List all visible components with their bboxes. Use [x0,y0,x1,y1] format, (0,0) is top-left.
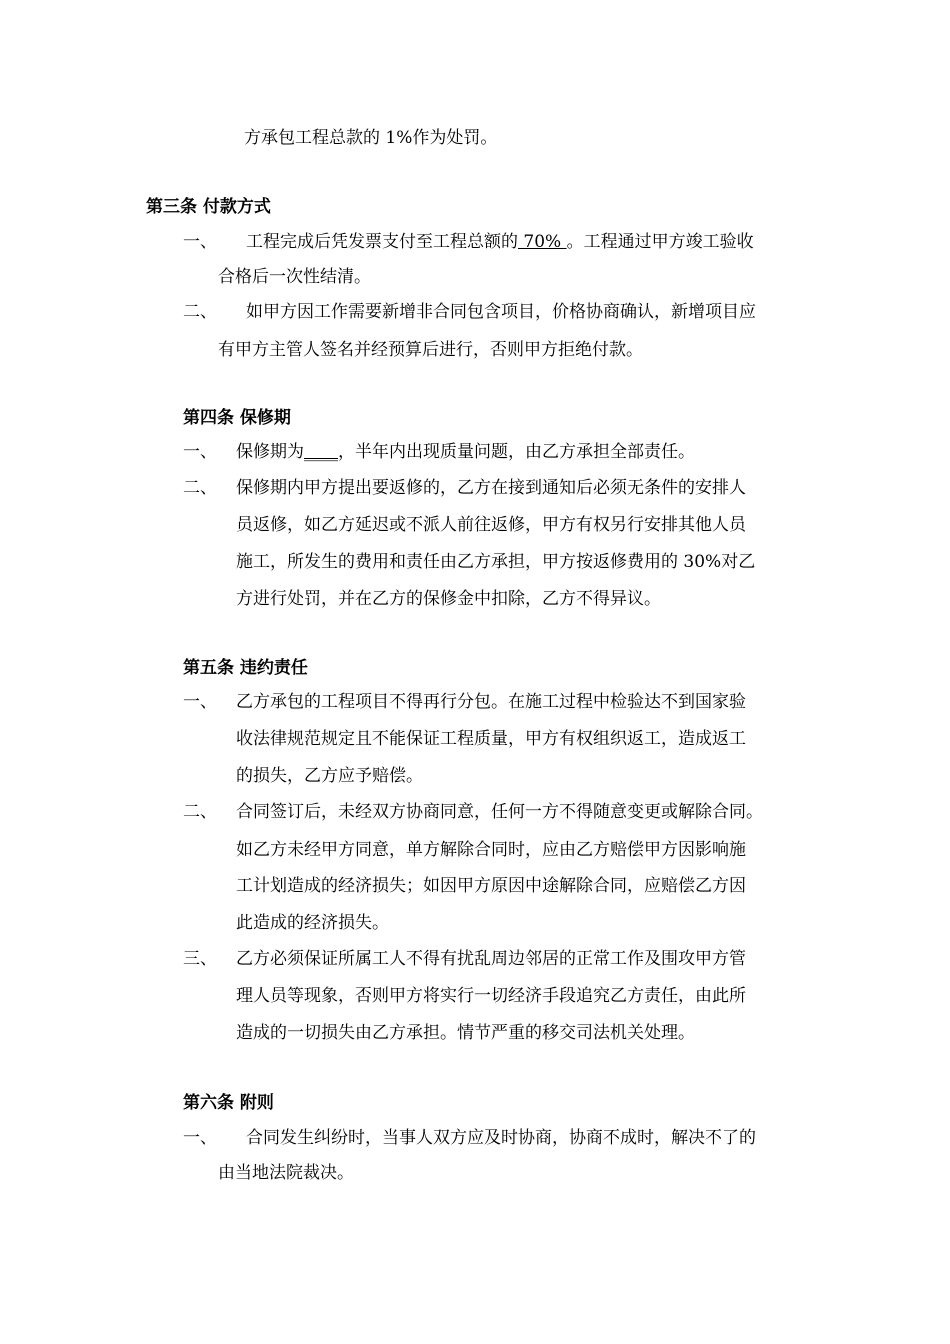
text-run: 。工程通过甲方竣工验收 [566,232,754,252]
paragraph-line: 有甲方主管人签名并经预算后进行，否则甲方拒绝付款。 [218,340,643,360]
text-run: ，半年内出现质量问题，由乙方承担全部责任。 [338,442,695,462]
paragraph-line: 乙方必须保证所属工人不得有扰乱周边邻居的正常工作及围攻甲方管 [236,949,746,969]
list-number: 一、 [183,692,217,712]
article-6-heading: 第六条 附则 [183,1093,274,1113]
paragraph-line: 的损失，乙方应予赔偿。 [236,766,423,786]
paragraph-line: 此造成的经济损失。 [236,913,389,933]
list-number: 三、 [183,949,217,969]
paragraph-line: 员返修，如乙方延迟或不派人前往返修，甲方有权另行安排其他人员 [236,515,746,535]
article-5-heading: 第五条 违约责任 [183,658,308,678]
paragraph-line: 由当地法院裁决。 [218,1163,354,1183]
paragraph-line [236,440,695,464]
paragraph-line: 合格后一次性结清。 [218,267,371,287]
list-number: 二、 [183,802,217,822]
list-number: 二、 [183,478,217,498]
list-number: 一、 [183,442,217,462]
list-number: 一、 [183,1128,217,1148]
filled-blank: 70% [518,232,567,252]
paragraph-line: 施工，所发生的费用和责任由乙方承担，甲方按返修费用的 30%对乙 [236,552,756,572]
paragraph-line: 造成的一切损失由乙方承担。情节严重的移交司法机关处理。 [236,1023,695,1043]
list-number: 一、 [183,232,217,252]
paragraph-line: 工计划造成的经济损失；如因甲方原因中途解除合同，应赔偿乙方因 [236,876,746,896]
paragraph-line: 方进行处罚，并在乙方的保修金中扣除，乙方不得异议。 [236,589,661,609]
article-4-heading: 第四条 保修期 [183,408,291,428]
text-run: 工程完成后凭发票支付至工程总额的 [246,232,518,252]
carry-over-line: 方承包工程总款的 1%作为处罚。 [244,128,498,148]
paragraph-line: 合同发生纠纷时，当事人双方应及时协商，协商不成时，解决不了的 [246,1128,756,1148]
paragraph-line: 如甲方因工作需要新增非合同包含项目，价格协商确认，新增项目应 [246,302,756,322]
article-3-heading: 第三条 付款方式 [146,197,271,217]
list-number: 二、 [183,302,217,322]
blank-line: ____ [304,442,338,462]
paragraph-line: 合同签订后，未经双方协商同意，任何一方不得随意变更或解除合同。 [236,802,763,822]
text-run: 保修期为 [236,442,304,462]
paragraph-line: 乙方承包的工程项目不得再行分包。在施工过程中检验达不到国家验 [236,692,746,712]
paragraph-line [246,230,754,254]
paragraph-line: 保修期内甲方提出要返修的，乙方在接到通知后必须无条件的安排人 [236,478,746,498]
paragraph-line: 理人员等现象，否则甲方将实行一切经济手段追究乙方责任，由此所 [236,986,746,1006]
paragraph-line: 收法律规范规定且不能保证工程质量，甲方有权组织返工，造成返工 [236,729,746,749]
paragraph-line: 如乙方未经甲方同意，单方解除合同时，应由乙方赔偿甲方因影响施 [236,840,746,860]
